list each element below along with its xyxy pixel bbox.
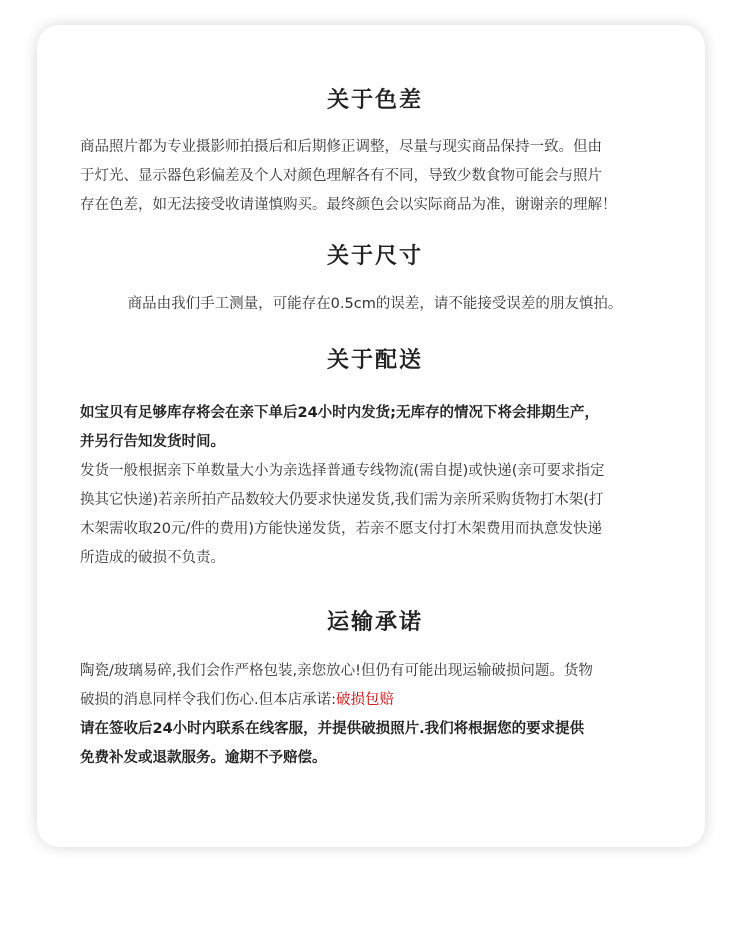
text-line: 陶瓷/玻璃易碎,我们会作严格包装,亲您放心!但仍有可能出现运输破损问题。货物 [80,663,593,679]
text-line-bold: 免费补发或退款服务。逾期不予赔偿。 [80,750,327,766]
text-line-bold: 如宝贝有足够库存将会在亲下单后24小时内发货;无库存的情况下将会排期生产， [80,405,599,421]
text-line [80,686,670,715]
section-title-shipping-promise: 运输承诺 [326,610,423,635]
text-line: 木架需收取20元/件的费用)方能快递发货，若亲不愿支付打木架费用而执意发快递 [80,521,602,537]
section-body-delivery [80,399,670,573]
text-line: 于灯光、显示器色彩偏差及个人对颜色理解各有不同，导致少数食物可能会与照片 [80,168,602,184]
text-line: 所造成的破损不负责。 [80,550,225,566]
section-title-size: 关于尺寸 [326,244,423,269]
policy-card [37,25,705,847]
section-title-color-difference: 关于色差 [326,88,423,113]
text-line-bold: 请在签收后24小时内联系在线客服，并提供破损照片.我们将根据您的要求提供 [80,721,585,737]
section-body-size [80,290,670,319]
text-line: 商品由我们手工测量，可能存在0.5cm的误差，请不能接受误差的朋友慎拍。 [127,296,623,312]
section-title-delivery: 关于配送 [326,348,423,373]
damage-compensation-highlight: 破损包赔 [336,692,394,708]
section-body-shipping-promise [80,657,670,773]
text-line-bold: 并另行告知发货时间。 [80,434,225,450]
text-line-prefix: 破损的消息同样令我们伤心.但本店承诺: [80,692,336,708]
text-line: 存在色差，如无法接受收请谨慎购买。最终颜色会以实际商品为准，谢谢亲的理解！ [80,197,617,213]
text-line: 换其它快递)若亲所拍产品数较大仍要求快递发货,我们需为亲所采购货物打木架(打 [80,492,604,508]
section-body-color-difference [80,133,670,220]
text-line: 商品照片都为专业摄影师拍摄后和后期修正调整，尽量与现实商品保持一致。但由 [80,139,602,155]
text-line: 发货一般根据亲下单数量大小为亲选择普通专线物流(需自提)或快递(亲可要求指定 [80,463,605,479]
